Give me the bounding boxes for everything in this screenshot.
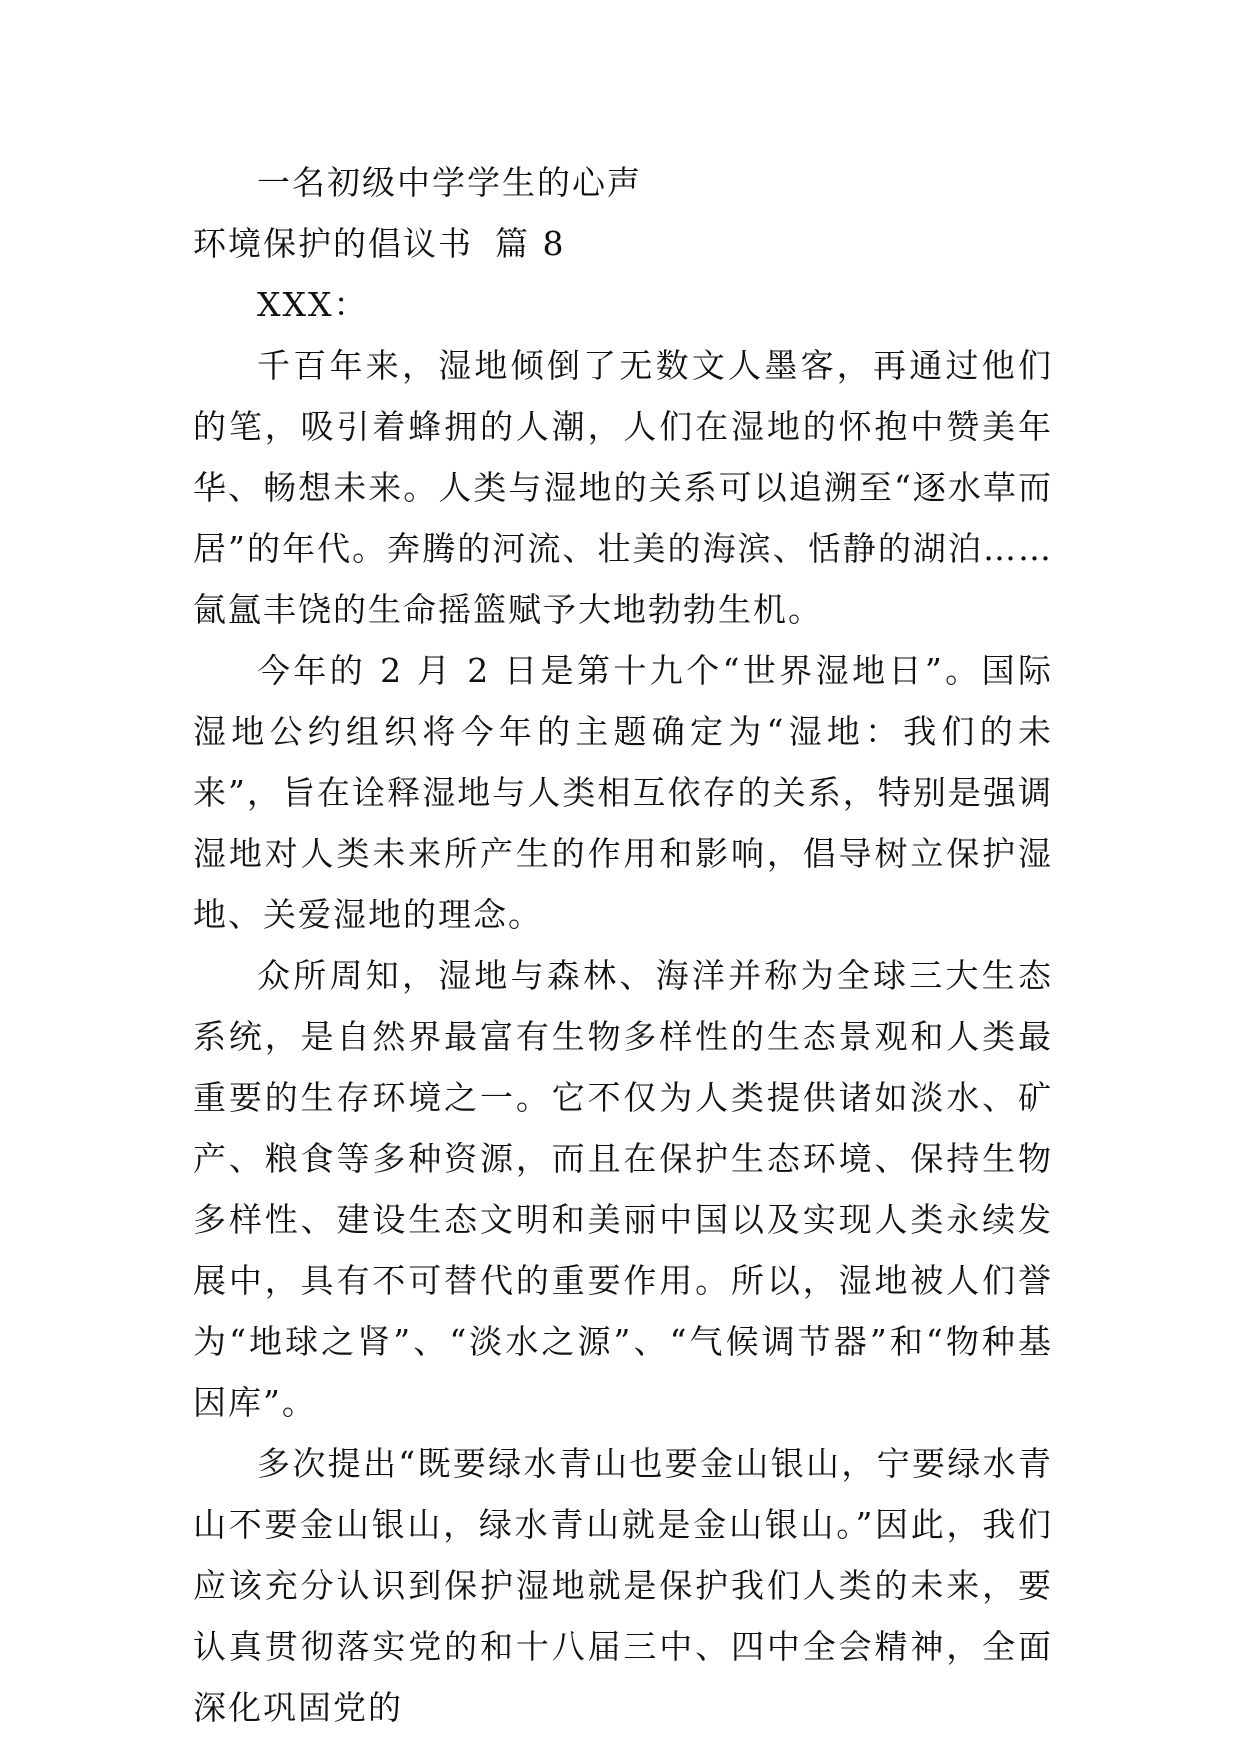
paragraph-4: 多次提出“既要绿水青山也要金山银山，宁要绿水青山不要金山银山，绿水青山就是金山银山。”因此，我们应该充分认识到保护湿地就是保护我们人类的未来，要认真贯彻落实党的和十八届三中、四中全会精神，全面深化巩固党的 [193,1444,1053,1727]
title-main: 环境保护的倡议书 [193,224,473,263]
signature-line: 一名初级中学学生的心声 [257,163,642,202]
paragraph-3: 众所周知，湿地与森林、海洋并称为全球三大生态系统，是自然界最富有生物多样性的生态景观和人类最重要的生存环境之一。它不仅为人类提供诸如淡水、矿产、粮食等多种资源，而且在保护生态环境、保持生物多样性、建设生态文明和美丽中国以及实现人类永续发展中，具有不可替代的重要作用。所以，湿地被人们誉为“地球之肾”、“淡水之源”、“气候调节器”和“物种基因库”。 [193,956,1053,1422]
salutation: XXX： [257,285,369,324]
paragraph-1: 千百年来，湿地倾倒了无数文人墨客，再通过他们的笔，吸引着蜂拥的人潮，人们在湿地的怀抱中赞美年华、畅想未来。人类与湿地的关系可以追溯至“逐水草而居”的年代。奔腾的河流、壮美的海滨、恬静的湖泊……氤氲丰饶的生命摇篮赋予大地勃勃生机。 [193,346,1053,629]
paragraph-2: 今年的 2 月 2 日是第十九个“世界湿地日”。国际湿地公约组织将今年的主题确定为“湿地：我们的未来”，旨在诠释湿地与人类相互依存的关系，特别是强调湿地对人类未来所产生的作用和影响，倡导树立保护湿地、关爱湿地的理念。 [193,651,1053,934]
document-body [193,152,1053,1738]
document-title [193,213,1053,274]
title-suffix: 篇 8 [495,224,566,263]
